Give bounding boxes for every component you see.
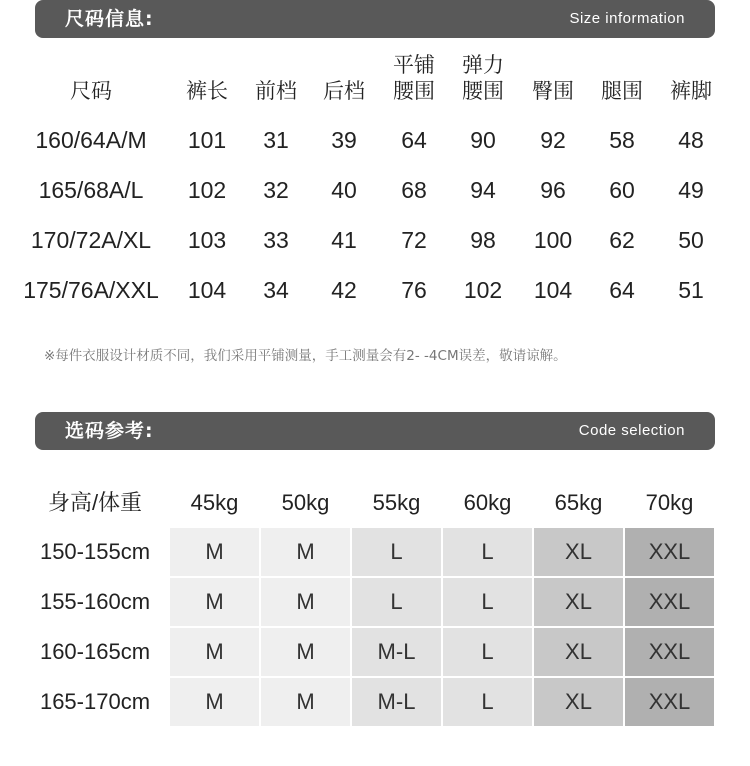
size-table-cell: 39 [331,127,357,153]
size-recommendation-cell: L [443,628,532,676]
size-recommendation-cell: M-L [352,628,441,676]
size-recommendation-cell: XXL [625,578,714,626]
size-header-2 [244,52,308,104]
size-row-label: 170/72A/XL [30,227,152,253]
size-recommendation-cell: M [170,678,259,726]
size-recommendation-cell: M-L [352,678,441,726]
size-row-label: 165/68A/L [38,177,144,203]
size-header-3 [312,52,376,104]
height-row-label: 165-170cm [39,689,151,714]
size-header-line2: 裤长 [186,79,228,103]
size-header-8 [659,52,723,104]
weight-header: 50kg [281,490,330,515]
size-info-subtitle: Size information [569,10,685,27]
size-table-cell: 49 [678,177,704,203]
size-table-cell: 76 [401,277,427,303]
size-recommendation-cell: L [352,578,441,626]
size-table-cell: 72 [401,227,427,253]
size-header-line1 [244,52,308,78]
size-header-5 [451,52,515,104]
size-header-line1 [175,52,239,78]
size-header-line1 [590,52,654,78]
size-recommendation-cell: M [261,628,350,676]
size-table-cell: 60 [609,177,635,203]
size-header-line1: 平铺 [393,53,435,77]
size-table-cell: 64 [609,277,635,303]
size-header-line1 [16,52,166,78]
size-table-cell: 62 [609,227,635,253]
weight-header: 55kg [372,490,421,515]
size-table-cell: 42 [331,277,357,303]
size-table-cell: 96 [540,177,566,203]
size-header-line2: 裤脚 [670,79,712,103]
code-selection-banner [35,412,715,450]
measurement-note: ※每件衣服设计材质不同，我们采用平铺测量，手工测量会有2- -4CM误差，敬请谅解。 [44,348,567,364]
weight-header: 45kg [190,490,239,515]
size-table-cell: 90 [470,127,496,153]
size-table-cell: 98 [470,227,496,253]
size-recommendation-cell: XXL [625,528,714,576]
size-recommendation-cell: M [261,578,350,626]
size-info-banner [35,0,715,38]
size-header-line2: 腿围 [601,79,643,103]
size-recommendation-cell: M [261,678,350,726]
size-table-cell: 68 [401,177,427,203]
size-recommendation-cell: M [261,528,350,576]
size-recommendation-cell: XL [534,628,623,676]
size-info-title: 尺码信息: [65,8,154,30]
size-table-cell: 31 [263,127,289,153]
height-row-label: 150-155cm [39,539,151,564]
size-table-cell: 34 [263,277,289,303]
size-table-cell: 100 [533,227,573,253]
size-recommendation-cell: M [170,528,259,576]
code-selection-subtitle: Code selection [578,422,685,439]
size-recommendation-cell: L [352,528,441,576]
size-table-cell: 33 [263,227,289,253]
size-table-cell: 32 [263,177,289,203]
size-table-cell: 41 [331,227,357,253]
size-header-line2: 前档 [255,79,297,103]
weight-header: 65kg [554,490,603,515]
size-recommendation-cell: XXL [625,678,714,726]
size-header-1 [175,52,239,104]
size-recommendation-cell: M [170,578,259,626]
size-header-6 [521,52,585,104]
size-recommendation-cell: XL [534,528,623,576]
size-table-cell: 51 [678,277,704,303]
size-header-line1 [312,52,376,78]
size-header-line1 [521,52,585,78]
size-header-line2: 尺码 [70,79,112,103]
size-header-line2: 后档 [323,79,365,103]
size-table-cell: 40 [331,177,357,203]
size-recommendation-cell: M [170,628,259,676]
size-header-line2: 臀围 [532,79,574,103]
size-header-line2: 腰围 [462,79,504,103]
weight-header: 60kg [463,490,512,515]
size-header-line2: 腰围 [393,79,435,103]
size-recommendation-cell: XL [534,678,623,726]
height-row-label: 160-165cm [39,639,151,664]
size-table-cell: 92 [540,127,566,153]
weight-header: 70kg [645,490,694,515]
size-header-line1 [659,52,723,78]
size-table-cell: 94 [470,177,496,203]
size-table-cell: 101 [187,127,227,153]
size-recommendation-cell: L [443,678,532,726]
size-recommendation-cell: XL [534,578,623,626]
size-recommendation-cell: L [443,578,532,626]
size-recommendation-cell: L [443,528,532,576]
size-table-cell: 48 [678,127,704,153]
size-table-cell: 64 [401,127,427,153]
size-table-cell: 104 [533,277,573,303]
code-selection-title: 选码参考: [65,420,154,442]
size-header-0 [16,52,166,104]
size-row-label: 160/64A/M [35,127,147,153]
size-header-7 [590,52,654,104]
size-header-line1: 弹力 [462,53,504,77]
height-weight-label: 身高/体重 [47,490,143,515]
height-row-label: 155-160cm [39,589,151,614]
size-table-cell: 50 [678,227,704,253]
size-table-cell: 102 [463,277,503,303]
size-recommendation-cell: XXL [625,628,714,676]
size-table-cell: 104 [187,277,227,303]
size-table-cell: 58 [609,127,635,153]
size-header-4 [382,52,446,104]
size-row-label: 175/76A/XXL [23,277,159,303]
size-table-cell: 103 [187,227,227,253]
size-table-cell: 102 [187,177,227,203]
